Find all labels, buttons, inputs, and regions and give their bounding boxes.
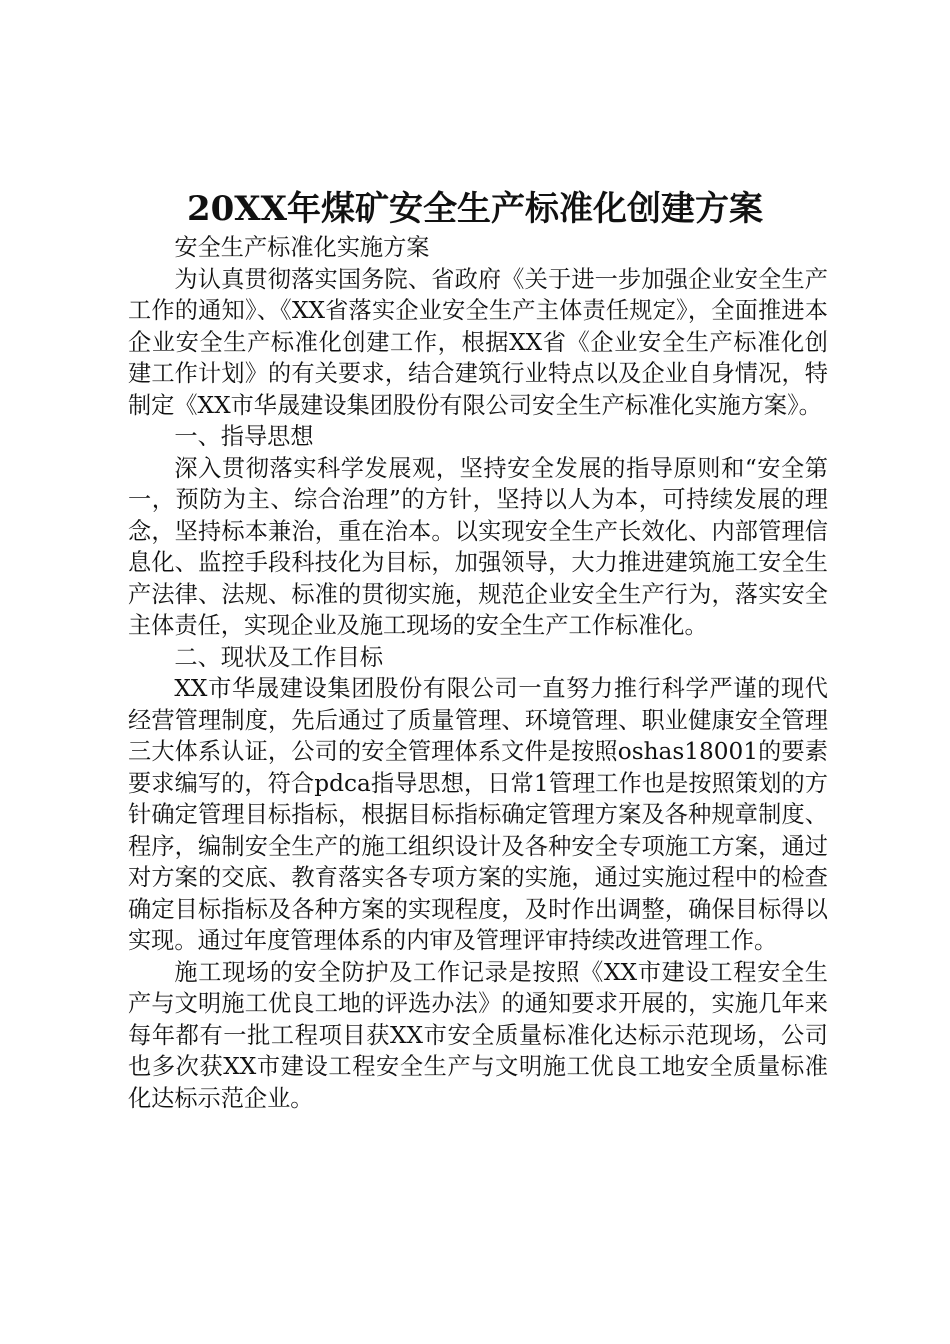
paragraph-intro: 为认真贯彻落实国务院、省政府《关于进一步加强企业安全生产工作的通知》、《XX省落实企业安全生产主体责任规定》，全面推进本企业安全生产标准化创建工作，根据XX省《企业安全生产标准化创建工作计划》的有关要求，结合建筑行业特点以及企业自身情况，特制定《XX市华晟建设集团股份有限公司安全生产标准化实施方案》。 [128,265,828,419]
paragraph-guiding-ideology: 深入贯彻落实科学发展观，坚持安全发展的指导原则和“安全第一，预防为主、综合治理”的方针，坚持以人为本，可持续发展的理念，坚持标本兼治，重在治本。以实现安全生产长效化、内部管理信息化、监控手段科技化为目标，加强领导，大力推进建筑施工安全生产法律、法规、标准的贯彻实施，规范企业安全生产行为，落实安全主体责任，实现企业及施工现场的安全生产工作标准化。 [128,454,828,639]
paragraph-site-safety: 施工现场的安全防护及工作记录是按照《XX市建设工程安全生产与文明施工优良工地的评选办法》的通知要求开展的，实施几年来每年都有一批工程项目获XX市安全质量标准化达标示范现场，公司也多次获XX市建设工程安全生产与文明施工优良工地安全质量标准化达标示范企业。 [128,958,828,1112]
section-heading-guiding-ideology: 一、指导思想 [174,423,314,450]
paragraph-subtitle: 安全生产标准化实施方案 [174,234,430,261]
section-heading-status-and-goals: 二、现状及工作目标 [174,643,384,671]
document-body [128,232,828,1114]
document-title: 20XX年煤矿安全生产标准化创建方案 [186,189,764,229]
paragraph-status: XX市华晟建设集团股份有限公司一直努力推行科学严谨的现代经营管理制度，先后通过了质量管理、环境管理、职业健康安全管理三大体系认证，公司的安全管理体系文件是按照oshas18001的要素要求编写的，符合pdca指导思想，日常1管理工作也是按照策划的方针确定管理目标指标，根据目标指标确定管理方案及各种规章制度、程序，编制安全生产的施工组织设计及各种安全专项施工方案，通过对方案的交底、教育落实各专项方案的实施，通过实施过程中的检查确定目标指标及各种方案的实现程度，及时作出调整，确保目标得以实现。通过年度管理体系的内审及管理评审持续改进管理工作。 [128,675,828,954]
